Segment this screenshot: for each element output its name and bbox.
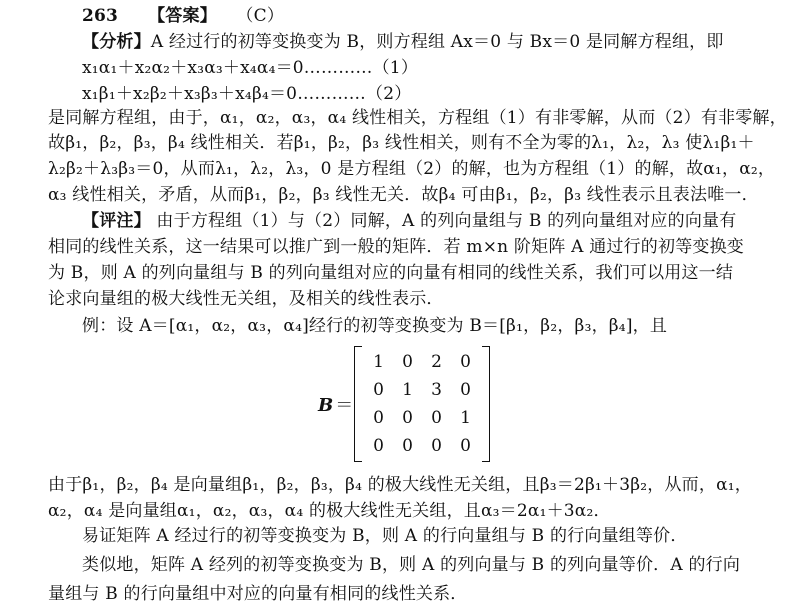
question-number: 263 xyxy=(82,6,119,26)
example-line-2: 由于β₁，β₂，β₄ 是向量组β₁，β₂，β₃，β₄ 的极大线性无关组，且β₃＝2β₁＋3β₂，从而，α₁， xyxy=(48,475,752,495)
matrix-cell: 0 xyxy=(373,408,384,428)
comment-line-3: 为 B，则 A 的列向量组与 B 的列向量组对应的向量有相同的线性关系，我们可以用这一结 xyxy=(48,263,734,283)
matrix-equals: ＝ xyxy=(335,395,354,416)
matrix-cell: 0 xyxy=(431,408,442,428)
matrix-grid xyxy=(364,348,480,460)
answer-label: 【答案】 xyxy=(148,6,217,26)
matrix-label xyxy=(318,391,353,417)
matrix-cell: 0 xyxy=(460,380,471,400)
analysis-line-1 xyxy=(82,30,724,54)
analysis-text-1: A 经过行的初等变换变为 B，则方程组 Ax＝0 与 Bx＝0 是同解方程组，即 xyxy=(150,32,724,52)
analysis-line-2: 是同解方程组，由于，α₁，α₂，α₃，α₄ 线性相关，方程组（1）有非零解，从而（2）有非零解， xyxy=(48,108,787,128)
comment-line-1 xyxy=(82,209,736,233)
example-line-1: 例：设 A＝[α₁，α₂，α₃，α₄]经行的初等变换变为 B＝[β₁，β₂，β₃，β₄]，且 xyxy=(82,316,668,336)
matrix-cell: 0 xyxy=(460,436,471,456)
matrix-cell: 0 xyxy=(402,436,413,456)
matrix-right-bracket xyxy=(482,346,490,462)
comment-line-2: 相同的线性关系，这一结果可以推广到一般的矩阵．若 m×n 阶矩阵 A 通过行的初等变换变 xyxy=(48,237,745,257)
matrix-cell: 1 xyxy=(373,352,384,372)
matrix-name: B xyxy=(318,395,334,416)
equation-2: x₁β₁＋x₂β₂＋x₃β₃＋x₄β₄＝0…………（2） xyxy=(82,84,412,104)
matrix-cell: 0 xyxy=(373,380,384,400)
answer-value: （C） xyxy=(244,6,285,26)
question-header xyxy=(82,4,284,28)
analysis-line-4: λ₂β₂＋λ₃β₃＝0，从而λ₁，λ₂，λ₃，0 是方程组（2）的解，也为方程组（1）的解，故α₁，α₂， xyxy=(48,159,776,179)
analysis-tag: 【分析】 xyxy=(82,32,151,52)
matrix-left-bracket xyxy=(354,346,362,462)
example-line-3: α₂，α₄ 是向量组α₁，α₂，α₃，α₄ 的极大线性无关组，且α₃＝2α₁＋3α₂． xyxy=(48,501,611,521)
comment-line-4: 论求向量组的极大线性无关组，及相关的线性表示． xyxy=(48,289,444,309)
matrix-cell: 1 xyxy=(460,408,471,428)
comment-text-1: 由于方程组（1）与（2）同解，A 的列向量组与 B 的列向量组对应的向量有 xyxy=(156,211,737,231)
analysis-line-3: 故β₁，β₂，β₃，β₄ 线性相关．若β₁，β₂，β₃ 线性相关，则有不全为零的λ₁，λ₂，λ₃ 使λ₁β₁＋ xyxy=(48,133,755,153)
matrix-cell: 0 xyxy=(460,352,471,372)
equation-1: x₁α₁＋x₂α₂＋x₃α₃＋x₄α₄＝0…………（1） xyxy=(82,58,419,78)
matrix-cell: 0 xyxy=(431,436,442,456)
matrix-cell: 0 xyxy=(402,408,413,428)
matrix-cell: 3 xyxy=(431,380,442,400)
matrix-cell: 0 xyxy=(373,436,384,456)
closing-line-2: 类似地，矩阵 A 经列的初等变换变为 B，则 A 的列向量与 B 的列向量等价．A 的行向 xyxy=(82,555,741,575)
analysis-line-5: α₃ 线性相关，矛盾，从而β₁，β₂，β₃ 线性无关．故β₄ 可由β₁，β₂，β₃ 线性表示且表法唯一． xyxy=(48,185,759,205)
matrix-cell: 0 xyxy=(402,352,413,372)
matrix-cell: 2 xyxy=(431,352,442,372)
closing-line-3: 量组与 B 的行向量组中对应的向量有相同的线性关系． xyxy=(48,584,468,604)
matrix-b xyxy=(318,344,478,462)
matrix-cell: 1 xyxy=(402,380,413,400)
comment-tag: 【评注】 xyxy=(82,211,151,231)
closing-line-1: 易证矩阵 A 经过行的初等变换变为 B，则 A 的行向量组与 B 的行向量组等价． xyxy=(82,526,688,546)
